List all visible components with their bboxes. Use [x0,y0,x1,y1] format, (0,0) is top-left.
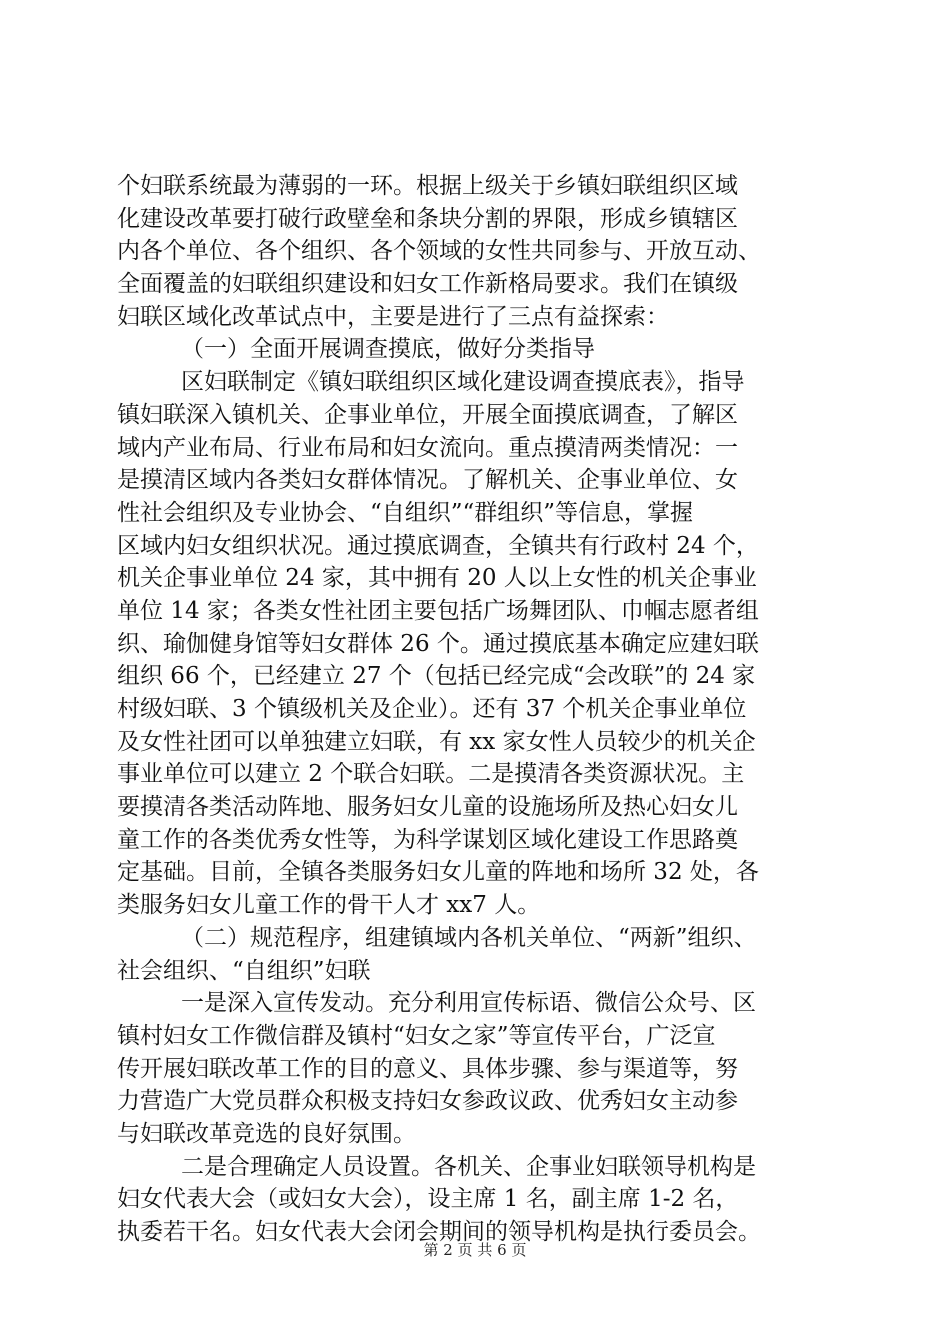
text-line: 类服务妇女儿童工作的骨干人才 xx7 人。 [117,892,541,919]
text-line: 性社会组织及专业协会、“自组织”“群组织”等信息，掌握 [117,499,694,526]
document-body [117,170,837,1249]
text-line: 是摸清区域内各类妇女群体情况。了解机关、企事业单位、女 [117,467,738,494]
text-line: 机关企事业单位 24 家，其中拥有 20 人以上女性的机关企事业 [117,565,757,592]
text-line: 妇联区域化改革试点中，主要是进行了三点有益探索： [117,303,669,330]
text-line: 单位 14 家；各类女性社团主要包括广场舞团队、巾帼志愿者组 [117,597,759,624]
text-line: 一是深入宣传发动。充分利用宣传标语、微信公众号、区 [181,990,756,1017]
text-line: 社会组织、“自组织”妇联 [117,957,371,984]
text-line: 镇村妇女工作微信群及镇村“妇女之家”等宣传平台，广泛宣 [117,1022,716,1049]
text-line: 及女性社团可以单独建立妇联，有 xx 家女性人员较少的机关企 [117,728,756,755]
text-line: 传开展妇联改革工作的目的意义、具体步骤、参与渠道等，努 [117,1055,738,1082]
text-line: 内各个单位、各个组织、各个领域的女性共同参与、开放互动、 [117,238,761,265]
text-line: 织、瑜伽健身馆等妇女群体 26 个。通过摸底基本确定应建妇联 [117,630,759,657]
text-line: 要摸清各类活动阵地、服务妇女儿童的设施场所及热心妇女儿 [117,794,738,821]
text-line: 区域内妇女组织状况。通过摸底调查，全镇共有行政村 24 个， [117,532,759,559]
text-line: 执委若干名。妇女代表大会闭会期间的领导机构是执行委员会。 [117,1219,761,1245]
text-line: 全面覆盖的妇联组织建设和妇女工作新格局要求。我们在镇级 [117,271,738,298]
text-line: （二）规范程序，组建镇域内各机关单位、“两新”组织、 [181,924,757,951]
text-line: 二是合理确定人员设置。各机关、企事业妇联领导机构是 [181,1153,756,1180]
text-line: 事业单位可以建立 2 个联合妇联。二是摸清各类资源状况。主 [117,761,745,788]
text-line: 童工作的各类优秀女性等，为科学谋划区域化建设工作思路奠 [117,826,738,853]
page-footer: 第 2 页 共 6 页 [423,1241,527,1259]
text-line: 与妇联改革竞选的良好氛围。 [117,1120,416,1147]
text-line: 区妇联制定《镇妇联组织区域化建设调查摸底表》，指导 [181,369,745,396]
text-line: 组织 66 个，已经建立 27 个（包括已经完成“会改联”的 24 家 [117,663,756,690]
text-line: 定基础。目前，全镇各类服务妇女儿童的阵地和场所 32 处，各 [117,859,759,886]
text-line: （一）全面开展调查摸底，做好分类指导 [181,336,595,363]
text-line: 镇妇联深入镇机关、企事业单位，开展全面摸底调查，了解区 [117,401,738,428]
text-line: 化建设改革要打破行政壁垒和条块分割的界限，形成乡镇辖区 [117,205,738,232]
text-line: 力营造广大党员群众积极支持妇女参政议政、优秀妇女主动参 [117,1088,738,1115]
text-line: 个妇联系统最为薄弱的一环。根据上级关于乡镇妇联组织区域 [117,173,738,199]
text-line: 妇女代表大会（或妇女大会），设主席 1 名，副主席 1-2 名， [117,1186,739,1213]
text-line: 域内产业布局、行业布局和妇女流向。重点摸清两类情况：一 [117,434,738,461]
text-line: 村级妇联、3 个镇级机关及企业）。还有 37 个机关企事业单位 [117,696,747,722]
